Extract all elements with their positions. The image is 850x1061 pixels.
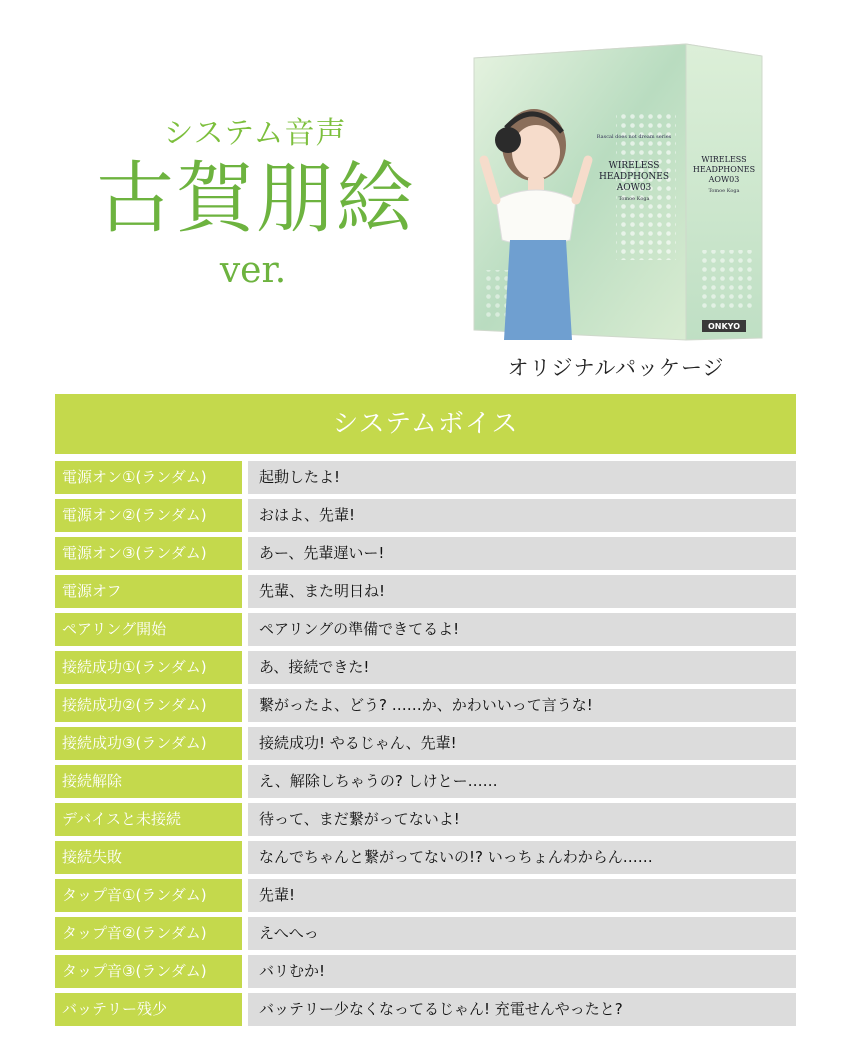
row-label: 接続解除 <box>55 765 242 798</box>
front-character: Tomoe Koga <box>618 196 650 202</box>
row-value: え、解除しちゃうの? しけとー…… <box>248 765 796 798</box>
row-value: あー、先輩遅いー! <box>248 537 796 570</box>
row-value: なんでちゃんと繋がってないの!? いっちょんわからん…… <box>248 841 796 874</box>
row-label: タップ音①(ランダム) <box>55 879 242 912</box>
character-name: 古賀朋絵 <box>96 154 417 244</box>
package-image <box>466 40 766 352</box>
table-row <box>55 727 796 760</box>
table-row <box>55 765 796 798</box>
table-title: システムボイス <box>55 394 796 454</box>
table-row <box>55 993 796 1026</box>
table-row <box>55 499 796 532</box>
row-value: 先輩、また明日ね! <box>248 575 796 608</box>
table-row <box>55 803 796 836</box>
side-character: Tomoe Koga <box>708 188 740 194</box>
front-model: AOW03 <box>616 183 652 193</box>
row-value: 起動したよ! <box>248 461 796 494</box>
side-title-line1: WIRELESS <box>701 155 747 164</box>
table-row <box>55 461 796 494</box>
table-row <box>55 537 796 570</box>
table-row <box>55 651 796 684</box>
front-title-line1: WIRELESS <box>608 161 660 171</box>
row-value: 接続成功! やるじゃん、先輩! <box>248 727 796 760</box>
table-row <box>55 841 796 874</box>
row-label: ペアリング開始 <box>55 613 242 646</box>
table-row <box>55 575 796 608</box>
row-value: バリむか! <box>248 955 796 988</box>
row-label: 接続成功②(ランダム) <box>55 689 242 722</box>
row-label: バッテリー残少 <box>55 993 242 1026</box>
row-value: 先輩! <box>248 879 796 912</box>
row-label: 接続成功③(ランダム) <box>55 727 242 760</box>
version-suffix: ver. <box>219 250 287 291</box>
row-label: デバイスと未接続 <box>55 803 242 836</box>
table-row <box>55 917 796 950</box>
table-row <box>55 613 796 646</box>
table-row <box>55 689 796 722</box>
side-title-line2: HEADPHONES <box>692 165 756 174</box>
row-label: 接続失敗 <box>55 841 242 874</box>
row-value: おはよ、先輩! <box>248 499 796 532</box>
front-title-line2: HEADPHONES <box>598 172 670 182</box>
row-value: 待って、まだ繋がってないよ! <box>248 803 796 836</box>
package-caption: オリジナルパッケージ <box>507 356 725 380</box>
row-label: タップ音②(ランダム) <box>55 917 242 950</box>
row-label: タップ音③(ランダム) <box>55 955 242 988</box>
voice-table <box>55 461 796 1031</box>
row-value: あ、接続できた! <box>248 651 796 684</box>
row-label: 電源オン③(ランダム) <box>55 537 242 570</box>
hero-subtitle: システム音声 <box>163 116 347 151</box>
side-model: AOW03 <box>708 175 740 184</box>
row-label: 電源オフ <box>55 575 242 608</box>
row-value: 繋がったよ、どう? ……か、かわいいって言うな! <box>248 689 796 722</box>
front-series-text: Rascal does not dream series <box>596 134 672 140</box>
row-value: バッテリー少なくなってるじゃん! 充電せんやったと? <box>248 993 796 1026</box>
row-label: 接続成功①(ランダム) <box>55 651 242 684</box>
row-label: 電源オン②(ランダム) <box>55 499 242 532</box>
row-label: 電源オン①(ランダム) <box>55 461 242 494</box>
table-row <box>55 955 796 988</box>
table-row <box>55 879 796 912</box>
brand-logo: ONKYO <box>707 322 741 331</box>
row-value: えへへっ <box>248 917 796 950</box>
row-value: ペアリングの準備できてるよ! <box>248 613 796 646</box>
